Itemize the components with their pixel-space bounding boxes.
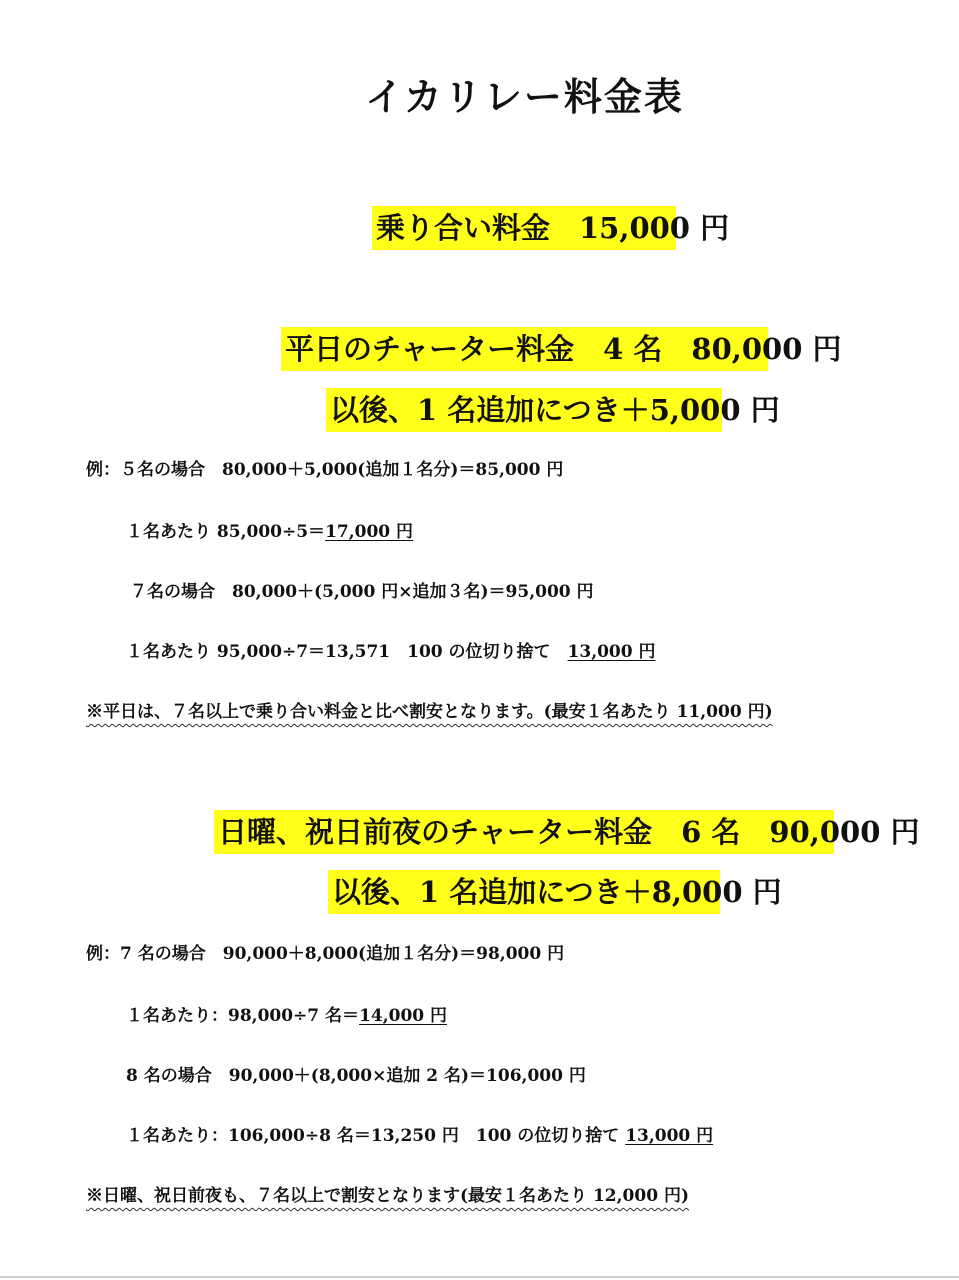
weekday-example-2-per-result: 13,000 円 <box>567 642 656 662</box>
weekday-example-2: ７名の場合 80,000＋(5,000 円×追加３名)＝95,000 円 <box>130 582 594 602</box>
sunday-example-1: 例：7 名の場合 90,000＋8,000(追加１名分)＝98,000 円 <box>86 944 565 964</box>
sunday-example-1-per-text: １名あたり：98,000÷7 名＝ <box>126 1006 360 1026</box>
sunday-example-1-per-result: 14,000 円 <box>359 1006 448 1026</box>
sunday-example-1-per-person <box>126 1004 447 1028</box>
sunday-example-2-per-result: 13,000 円 <box>625 1126 714 1146</box>
weekday-charter-fee: 平日のチャーター料金 4 名 80,000 円 <box>281 327 768 371</box>
page-title: イカリレー料金表 <box>365 74 684 119</box>
sunday-charter-fee: 日曜、祝日前夜のチャーター料金 6 名 90,000 円 <box>214 810 834 854</box>
weekday-example-1: 例：５名の場合 80,000＋5,000(追加１名分)＝85,000 円 <box>86 460 564 480</box>
weekday-example-1-per-person <box>126 520 413 544</box>
sunday-example-2-per-text: １名あたり：106,000÷8 名＝13,250 円 100 の位切り捨て <box>126 1126 626 1146</box>
shared-fee-highlight: 乗り合い料金 15,000 円 <box>372 206 676 250</box>
sunday-additional-fee: 以後、1 名追加につき＋8,000 円 <box>328 870 720 914</box>
weekday-example-1-per-result: 17,000 円 <box>325 522 414 542</box>
weekday-example-1-per-text: １名あたり 85,000÷5＝ <box>126 522 326 542</box>
page-bottom-divider <box>0 1276 959 1278</box>
weekday-example-2-per-person <box>126 640 656 664</box>
sunday-example-2-per-person <box>126 1124 713 1148</box>
sunday-note: ※日曜、祝日前夜も、７名以上で割安となります(最安１名あたり 12,000 円) <box>86 1186 689 1206</box>
weekday-additional-fee: 以後、1 名追加につき＋5,000 円 <box>326 388 722 432</box>
weekday-note: ※平日は、７名以上で乗り合い料金と比べ割安となります。(最安１名あたり 11,000 円) <box>86 702 773 722</box>
sunday-example-2: 8 名の場合 90,000＋(8,000×追加 2 名)＝106,000 円 <box>126 1066 586 1086</box>
weekday-example-2-per-text: １名あたり 95,000÷7＝13,571 100 の位切り捨て <box>126 642 568 662</box>
